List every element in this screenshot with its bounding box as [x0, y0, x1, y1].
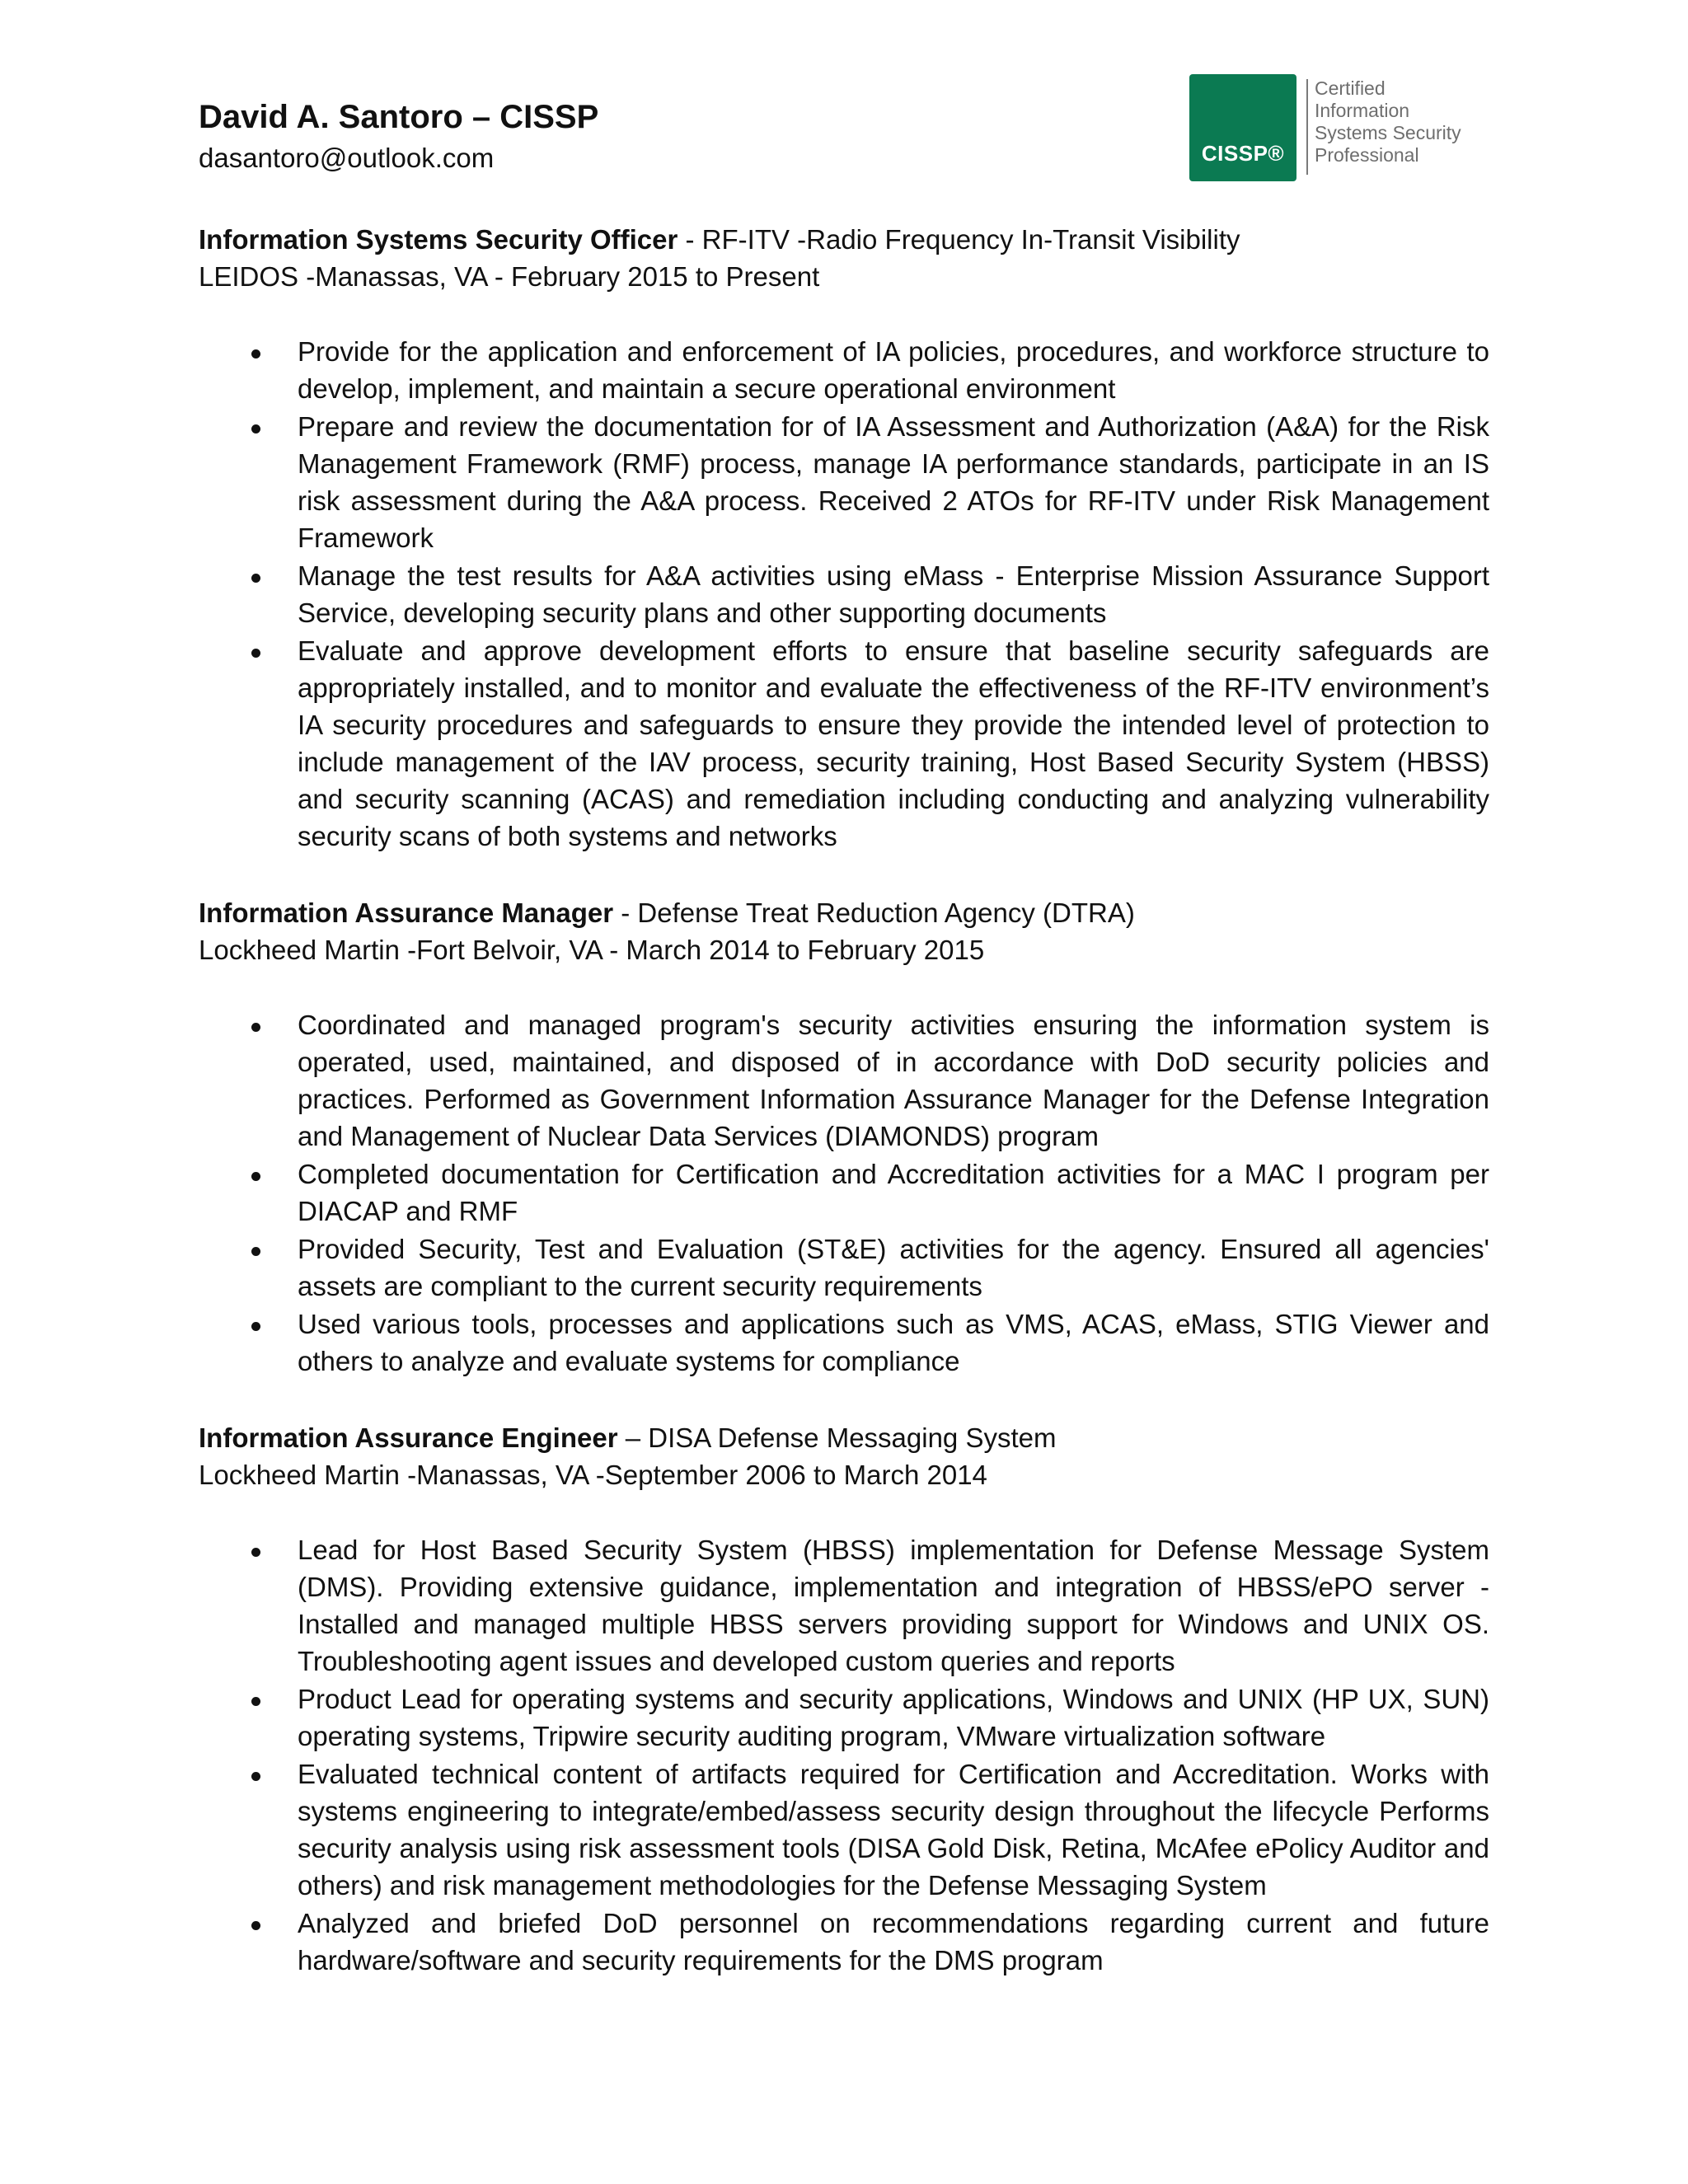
job-title: Information Assurance Manager	[199, 898, 614, 928]
job-title-line	[199, 1419, 1489, 1456]
logo-divider	[1306, 79, 1308, 175]
job-employer: Lockheed Martin -Manassas, VA -September 2006 to March 2014	[199, 1460, 987, 1490]
bullet-icon	[251, 1172, 260, 1181]
bullet-icon	[251, 649, 260, 658]
bullet-icon	[251, 1772, 260, 1781]
bullet-icon	[251, 1921, 260, 1930]
candidate-email: dasantoro@outlook.com	[199, 143, 495, 173]
duty-item	[199, 1905, 1489, 1979]
duty-item	[199, 632, 1489, 855]
duty-text: Manage the test results for A&A activities using eMass - Enterprise Mission Assurance Support Service, developing security plans and other supporting documents	[298, 560, 1489, 628]
job-duties	[199, 1006, 1489, 1380]
cissp-logo	[1189, 74, 1470, 181]
duty-item	[199, 1305, 1489, 1380]
duty-text: Coordinated and managed program's security activities ensuring the information system is operated, used, maintained, and disposed of in accordance with DoD security policies and practices. Performed as Government Information Assurance Manager for the Defense Integration and Management of Nuclear Data Services (DIAMONDS) program	[298, 1010, 1489, 1151]
cissp-badge-text: CISSP®	[1201, 141, 1285, 166]
duty-text: Lead for Host Based Security System (HBSS) implementation for Defense Message System (DMS). Providing extensive guidance, implementation and integration of HBSS/ePO server - Installed and managed multiple HBSS servers providing support for Windows and UNIX OS. Troubleshooting agent issues and developed custom queries and reports	[298, 1535, 1489, 1676]
duty-text: Provide for the application and enforcement of IA policies, procedures, and workforce structure to develop, implement, and maintain a secure operational environment	[298, 336, 1489, 404]
duty-item	[199, 1155, 1489, 1230]
logo-line: Information	[1315, 100, 1410, 121]
duty-text: Analyzed and briefed DoD personnel on recommendations regarding current and future hardware/software and security requirements for the DMS program	[298, 1908, 1489, 1975]
cissp-badge-icon	[1189, 74, 1296, 181]
job-employer: Lockheed Martin -Fort Belvoir, VA - March 2014 to February 2015	[199, 935, 985, 965]
logo-line: Systems Security	[1315, 122, 1461, 143]
job-employer: LEIDOS -Manassas, VA - February 2015 to Present	[199, 261, 820, 292]
job-project: – DISA Defense Messaging System	[617, 1422, 1057, 1453]
job-entry-3	[199, 1419, 1489, 1980]
logo-line: Certified	[1315, 77, 1386, 99]
job-duties	[199, 1531, 1489, 1979]
logo-line: Professional	[1315, 144, 1419, 166]
bullet-icon	[251, 1322, 260, 1331]
job-title-line	[199, 894, 1489, 931]
job-title: Information Assurance Engineer	[199, 1422, 618, 1453]
duty-text: Product Lead for operating systems and security applications, Windows and UNIX (HP UX, SUN) operating systems, Tripwire security auditing program, VMware virtualization software	[298, 1684, 1489, 1751]
duty-item	[199, 557, 1489, 631]
duty-item	[199, 1006, 1489, 1155]
duty-item	[199, 408, 1489, 556]
bullet-icon	[251, 424, 260, 434]
bullet-icon	[251, 1697, 260, 1706]
bullet-icon	[251, 1247, 260, 1256]
bullet-icon	[251, 574, 260, 583]
bullet-icon	[251, 1548, 260, 1557]
duty-text: Prepare and review the documentation for of IA Assessment and Authorization (A&A) for the Risk Management Framework (RMF) process, manage IA performance standards, participate in an IS risk assessment during the A&A process. Received 2 ATOs for RF-ITV under Risk Management Framework	[298, 411, 1489, 553]
job-entry-1	[199, 221, 1489, 855]
job-title: Information Systems Security Officer	[199, 224, 678, 255]
duty-item	[199, 1755, 1489, 1904]
duty-item	[199, 333, 1489, 407]
duty-text: Provided Security, Test and Evaluation (ST&E) activities for the agency. Ensured all agencies' assets are compliant to the current security requirements	[298, 1234, 1489, 1301]
bullet-icon	[251, 1023, 260, 1032]
bullet-icon	[251, 349, 260, 359]
job-title-line	[199, 221, 1489, 258]
duty-text: Evaluate and approve development efforts to ensure that baseline security safeguards are appropriately installed, and to monitor and evaluate the effectiveness of the RF-ITV environment’s IA security procedures and safeguards to ensure they provide the intended level of protection to include management of the IAV process, security training, Host Based Security System (HBSS) and security scanning (ACAS) and remediation including conducting and analyzing vulnerability security scans of both systems and networks	[298, 635, 1489, 851]
candidate-name: David A. Santoro – CISSP	[199, 99, 599, 135]
job-entry-2	[199, 894, 1489, 1380]
duty-item	[199, 1230, 1489, 1305]
logo-caption	[1315, 77, 1461, 166]
job-duties	[199, 333, 1489, 855]
duty-item	[199, 1680, 1489, 1755]
duty-text: Used various tools, processes and applications such as VMS, ACAS, eMass, STIG Viewer and others to analyze and evaluate systems for compliance	[298, 1309, 1489, 1376]
job-project: - Defense Treat Reduction Agency (DTRA)	[613, 898, 1135, 928]
job-project: - RF-ITV -Radio Frequency In-Transit Visibility	[678, 224, 1240, 255]
duty-text: Evaluated technical content of artifacts required for Certification and Accreditation. Works with systems engineering to integrate/embed/assess security design throughout the lifecycle Performs security analysis using risk assessment tools (DISA Gold Disk, Retina, McAfee ePolicy Auditor and others) and risk management methodologies for the Defense Messaging System	[298, 1759, 1489, 1900]
duty-text: Completed documentation for Certification and Accreditation activities for a MAC I program per DIACAP and RMF	[298, 1159, 1489, 1226]
duty-item	[199, 1531, 1489, 1680]
